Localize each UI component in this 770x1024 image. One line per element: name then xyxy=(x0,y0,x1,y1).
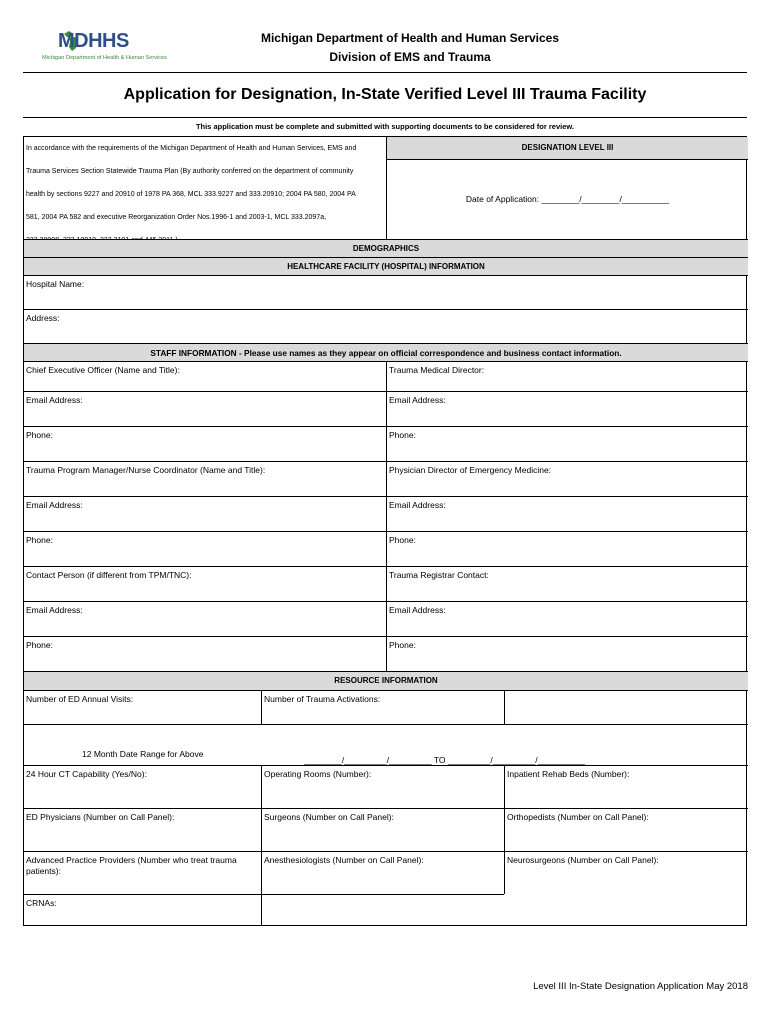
division-name: Division of EMS and Trauma xyxy=(329,50,491,64)
date-of-application-field[interactable]: Date of Application: ________/________/__________ xyxy=(386,159,748,239)
surgeons-field[interactable]: Surgeons (Number on Call Panel): xyxy=(261,808,504,851)
demographics-header: DEMOGRAPHICS xyxy=(24,239,748,257)
registrar-phone-field[interactable]: Phone: xyxy=(386,636,748,671)
date-range-value[interactable]: ________/_________/_________ TO _________/_________/__________ xyxy=(304,755,585,765)
footer-version: Level III In-State Designation Application May 2018 xyxy=(533,981,748,992)
tmd-email-field[interactable]: Email Address: xyxy=(386,391,748,426)
contact-person-field[interactable]: Contact Person (if different from TPM/TNC): xyxy=(24,566,386,601)
page-title: Application for Designation, In-State Verified Level III Trauma Facility xyxy=(123,86,647,103)
orthopedists-field[interactable]: Orthopedists (Number on Call Panel): xyxy=(504,808,748,851)
logo-tagline: Michigan Department of Health & Human Services xyxy=(42,55,167,61)
contact-email-field[interactable]: Email Address: xyxy=(24,601,386,636)
tpm-field[interactable]: Trauma Program Manager/Nurse Coordinator (Name and Title): xyxy=(24,461,386,496)
logo-text: MDHHS xyxy=(58,30,129,52)
rehab-beds-field[interactable]: Inpatient Rehab Beds (Number): xyxy=(504,765,748,808)
authority-line: In accordance with the requirements of the Michigan Department of Health and Human Services, EMS and xyxy=(26,145,357,152)
trauma-medical-director-field[interactable]: Trauma Medical Director: xyxy=(386,361,748,391)
blank-cell xyxy=(261,894,504,925)
ct-capability-field[interactable]: 24 Hour CT Capability (Yes/No): xyxy=(24,765,261,808)
facility-info-header: HEALTHCARE FACILITY (HOSPITAL) INFORMATION xyxy=(24,257,748,275)
trauma-activations-field[interactable]: Number of Trauma Activations: xyxy=(261,690,504,724)
submission-note: This application must be complete and submitted with supporting documents to be considered for review. xyxy=(195,122,575,131)
operating-rooms-field[interactable]: Operating Rooms (Number): xyxy=(261,765,504,808)
authority-line: health by sections 9227 and 20910 of 1978 PA 368, MCL 333.9227 and 333.20910; 2004 PA 580, 2004 PA xyxy=(26,191,356,198)
registrar-contact-field[interactable]: Trauma Registrar Contact: xyxy=(386,566,748,601)
ceo-email-field[interactable]: Email Address: xyxy=(24,391,386,426)
authority-line: 581, 2004 PA 582 and executive Reorganization Order Nos.1996-1 and 2003-1, MCL 333.2097a, xyxy=(26,214,327,221)
crnas-field[interactable]: CRNAs: xyxy=(24,894,261,925)
title-rule xyxy=(23,117,747,118)
designation-header: DESIGNATION LEVEL III xyxy=(386,137,748,159)
neurosurgeons-field[interactable]: Neurosurgeons (Number on Call Panel): xyxy=(504,851,748,894)
registrar-email-field[interactable]: Email Address: xyxy=(386,601,748,636)
app-providers-field[interactable]: Advanced Practice Providers (Number who treat trauma patients): xyxy=(24,851,261,894)
hospital-name-field[interactable]: Hospital Name: xyxy=(24,275,748,309)
ceo-field[interactable]: Chief Executive Officer (Name and Title): xyxy=(24,361,386,391)
tpm-email-field[interactable]: Email Address: xyxy=(24,496,386,531)
authority-statement xyxy=(24,137,386,239)
ed-director-phone-field[interactable]: Phone: xyxy=(386,531,748,566)
staff-info-header: STAFF INFORMATION - Please use names as they appear on official correspondence and business contact information. xyxy=(24,343,748,361)
ceo-phone-field[interactable]: Phone: xyxy=(24,426,386,461)
address-field[interactable]: Address: xyxy=(24,309,748,343)
mdhhs-logo xyxy=(36,28,166,68)
anesthesiologists-field[interactable]: Anesthesiologists (Number on Call Panel): xyxy=(261,851,504,894)
ed-physicians-field[interactable]: ED Physicians (Number on Call Panel): xyxy=(24,808,261,851)
date-range-label: 12 Month Date Range for Above xyxy=(82,749,204,759)
tmd-phone-field[interactable]: Phone: xyxy=(386,426,748,461)
org-name: Michigan Department of Health and Human Services xyxy=(260,31,560,45)
ed-visits-field[interactable]: Number of ED Annual Visits: xyxy=(24,690,261,724)
blank-cell xyxy=(504,690,748,724)
tpm-phone-field[interactable]: Phone: xyxy=(24,531,386,566)
contact-phone-field[interactable]: Phone: xyxy=(24,636,386,671)
authority-line: Trauma Services Section Statewide Trauma Plan (By authority conferred on the department of community xyxy=(26,168,354,175)
ed-director-field[interactable]: Physician Director of Emergency Medicine: xyxy=(386,461,748,496)
resource-info-header: RESOURCE INFORMATION xyxy=(24,671,748,690)
application-form xyxy=(23,136,747,926)
date-range-row[interactable] xyxy=(24,724,748,765)
ed-director-email-field[interactable]: Email Address: xyxy=(386,496,748,531)
header-rule xyxy=(23,72,747,73)
